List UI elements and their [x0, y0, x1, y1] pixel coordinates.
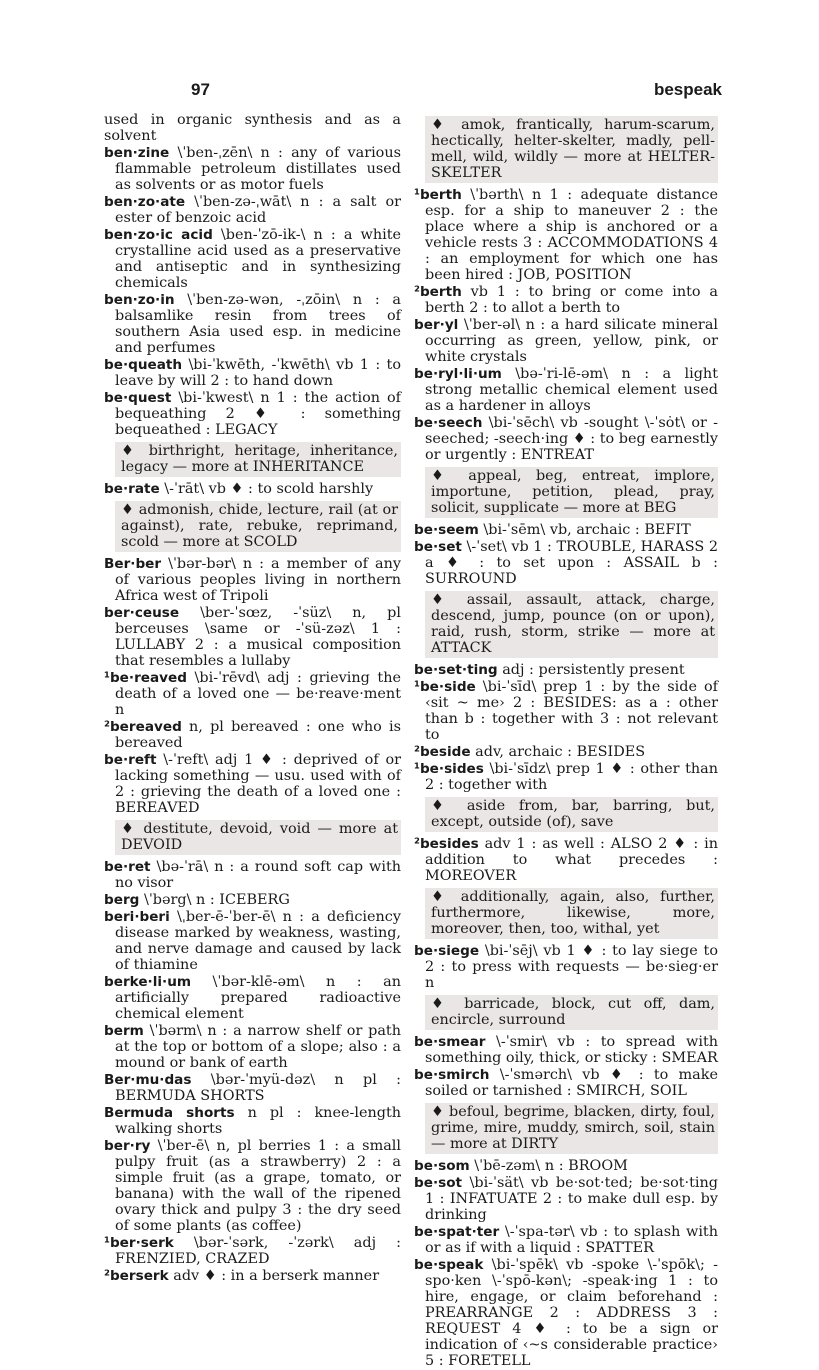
definition: n, pl bereaved : one who is bereaved — [115, 719, 401, 751]
dictionary-entry — [104, 752, 401, 816]
definition: \ˈbər-klē-əm\ n : an artificially prepared radioactive chemical element — [115, 974, 401, 1022]
headword: ¹be·sides — [414, 761, 484, 777]
headword: be·ret — [104, 859, 151, 875]
definition: n pl : knee-length walking shorts — [115, 1105, 401, 1137]
synonym-block: ♦ birthright, heritage, inheritance, legacy — more at INHERITANCE — [115, 442, 401, 477]
definition: \-ˈreft\ adj 1 ♦ : deprived of or lacking something — usu. used with of 2 : grieving the death of a loved one : BEREAVED — [115, 752, 401, 816]
dictionary-entry — [104, 481, 401, 497]
headword: ben·zo·ic acid — [104, 227, 213, 243]
dictionary-entry — [414, 366, 718, 414]
dictionary-entry — [104, 194, 401, 226]
headword: be·smear — [414, 1034, 486, 1050]
dictionary-entry — [104, 719, 401, 751]
headword: be·reft — [104, 752, 157, 768]
synonym-block: ♦ admonish, chide, lecture, rail (at or against), rate, rebuke, reprimand, scold — more at SCOLD — [115, 501, 401, 552]
definition: \ˈben-zə-ˌwāt\ n : a salt or ester of benzoic acid — [115, 194, 401, 226]
headword: berg — [104, 892, 140, 908]
dictionary-entry — [414, 539, 718, 587]
headword: ben·zo·ate — [104, 194, 186, 210]
headword: ber·ceuse — [104, 605, 180, 621]
headword: be·smirch — [414, 1067, 490, 1083]
headword: be·speak — [414, 1257, 484, 1273]
headword: ²berth — [414, 284, 462, 300]
definition: adj : persistently present — [497, 662, 685, 678]
dictionary-entry — [104, 1268, 401, 1284]
dictionary-entry — [414, 284, 718, 316]
headword: be·som — [414, 1158, 470, 1174]
headword: ²besides — [414, 836, 479, 852]
headword: ²bereaved — [104, 719, 182, 735]
dictionary-entry — [104, 1138, 401, 1234]
definition: \ˈbərg\ n : ICEBERG — [139, 892, 290, 908]
dictionary-entry — [104, 1023, 401, 1071]
definition: \-ˈsmir\ vb : to spread with something oily, thick, or sticky : SMEAR — [425, 1034, 718, 1066]
headword: be·sot — [414, 1175, 463, 1191]
synonym-block: ♦ assail, assault, attack, charge, descend, jump, pounce (on or upon), raid, rush, storm, strike — more at ATTACK — [425, 591, 718, 658]
definition: \bər-ˈmyü-dəz\ n pl : BERMUDA SHORTS — [115, 1072, 401, 1104]
definition: \bə-ˈrā\ n : a round soft cap with no visor — [115, 859, 401, 891]
dictionary-entry — [414, 415, 718, 463]
synonym-block: ♦ destitute, devoid, void — more at DEVOID — [115, 820, 401, 855]
headword: be·spat·ter — [414, 1224, 500, 1240]
definition: vb 1 : to bring or come into a berth 2 : to allot a berth to — [425, 284, 718, 316]
definition: \ˈbē-zəm\ n : BROOM — [469, 1158, 628, 1174]
definition: \bə-ˈri-lē-əm\ n : a light strong metallic chemical element used as a hardener in alloys — [425, 366, 718, 414]
definition: \bi-ˈkwēth, -ˈkwēth\ vb 1 : to leave by will 2 : to hand down — [115, 357, 401, 389]
dictionary-entry — [104, 357, 401, 389]
dictionary-entry — [414, 522, 718, 538]
headword: ¹be·side — [414, 679, 476, 695]
synonym-block: ♦ befoul, begrime, blacken, dirty, foul, grime, mire, muddy, smirch, soil, stain — more at DIRTY — [425, 1103, 718, 1154]
dictionary-entry — [104, 227, 401, 291]
synonym-block: ♦ amok, frantically, harum-scarum, hectically, helter-skelter, madly, pell-mell, wild, wildly — more at HELTER-SKELTER — [425, 116, 718, 183]
definition: \bi-ˈsīdz\ prep 1 ♦ : other than 2 : together with — [425, 761, 718, 793]
dictionary-entry — [104, 909, 401, 973]
definition: \-ˈrāt\ vb ♦ : to scold harshly — [159, 481, 374, 497]
dictionary-entry — [104, 1235, 401, 1267]
guide-word: bespeak — [653, 80, 722, 99]
headword: ¹be·reaved — [104, 670, 187, 686]
dictionary-entry — [104, 974, 401, 1022]
definition: \bi-ˈspēk\ vb -spoke \-ˈspōk\; -spo·ken \-ˈspō-kən\; -speak·ing 1 : to hire, engage, or claim beforehand : PREARRANGE 2 : ADDRESS 3 : REQUEST 4 ♦ : to be a sign or indication of ‹~s considerable practice› 5 : FORETELL — [425, 1257, 718, 1369]
headword: ben·zine — [104, 145, 170, 161]
definition: \-ˈspa-tər\ vb : to splash with or as if with a liquid : SPATTER — [425, 1224, 718, 1256]
dictionary-entry — [414, 1224, 718, 1256]
definition: \ˈbərm\ n : a narrow shelf or path at the top or bottom of a slope; also : a mound or bank of earth — [115, 1023, 401, 1071]
headword: be·set — [414, 539, 462, 555]
definition: \bi-ˈsēch\ vb -sought \-ˈsȯt\ or -seeched; -seech·ing ♦ : to beg earnestly or urgently : ENTREAT — [425, 415, 718, 463]
dictionary-entry — [414, 187, 718, 283]
definition: \-ˈset\ vb 1 : TROUBLE, HARASS 2 a ♦ : to set upon : ASSAIL b : SURROUND — [425, 539, 718, 587]
page-number: 97 — [191, 80, 210, 99]
headword: be·set·ting — [414, 662, 498, 678]
dictionary-entry — [104, 292, 401, 356]
headword: Ber·mu·das — [104, 1072, 192, 1088]
dictionary-entry — [414, 1067, 718, 1099]
definition: \ber-ˈsœz, -ˈsüz\ n, pl berceuses \same or -ˈsü-zəz\ 1 : LULLABY 2 : a musical composition that resembles a lullaby — [115, 605, 401, 669]
synonym-block: ♦ appeal, beg, entreat, implore, importune, petition, plead, pray, solicit, supplicate — more at BEG — [425, 467, 718, 518]
dictionary-entry — [414, 744, 718, 760]
definition: \-ˈsmərch\ vb ♦ : to make soiled or tarnished : SMIRCH, SOIL — [425, 1067, 718, 1099]
dictionary-entry — [104, 605, 401, 669]
synonym-block: ♦ aside from, bar, barring, but, except, outside (of), save — [425, 797, 718, 832]
dictionary-entry — [104, 390, 401, 438]
dictionary-entry — [104, 892, 401, 908]
synonym-block: ♦ barricade, block, cut off, dam, encircle, surround — [425, 995, 718, 1030]
definition: \ˈber-ē\ n, pl berries 1 : a small pulpy fruit (as a strawberry) 2 : a simple fruit (as a grape, tomato, or banana) with the wall of the ripened ovary thick and pulpy 3 : the dry seed of some plants (as coffee) — [115, 1138, 401, 1234]
definition: \bi-ˈsēm\ vb, archaic : BEFIT — [478, 522, 691, 538]
headword: berm — [104, 1023, 144, 1039]
headword: be·seem — [414, 522, 479, 538]
headword: be·siege — [414, 943, 480, 959]
dictionary-entry — [414, 1175, 718, 1223]
headword: be·quest — [104, 390, 172, 406]
definition: \bi-ˈsīd\ prep 1 : by the side of ‹sit ~ me› 2 : BESIDES: as a : other than b : together with 3 : not relevant to — [425, 679, 718, 743]
headword: ¹ber·serk — [104, 1235, 174, 1251]
synonym-block: ♦ additionally, again, also, further, furthermore, likewise, more, moreover, then, too, withal, yet — [425, 888, 718, 939]
dictionary-entry — [104, 112, 401, 144]
headword: be·seech — [414, 415, 483, 431]
dictionary-entry — [104, 1072, 401, 1104]
definition: \ˈber-əl\ n : a hard silicate mineral occurring as green, yellow, pink, or white crystals — [425, 317, 718, 365]
dictionary-entry — [414, 943, 718, 991]
definition: \ˌber-ē-ˈber-ē\ n : a deficiency disease marked by weakness, wasting, and nerve damage and caused by lack of thiamine — [115, 909, 401, 973]
definition: \ˈben-ˌzēn\ n : any of various flammable petroleum distillates used as solvents or as motor fuels — [115, 145, 401, 193]
dictionary-entry — [414, 662, 718, 678]
headword: ²beside — [414, 744, 471, 760]
dictionary-entry — [414, 1034, 718, 1066]
headword: be·queath — [104, 357, 183, 373]
headword: beri·beri — [104, 909, 170, 925]
dictionary-entry — [414, 1257, 718, 1369]
dictionary-entry — [104, 556, 401, 604]
dictionary-entry — [414, 836, 718, 884]
definition: \ben-ˈzō-ik-\ n : a white crystalline acid used as a preservative and antiseptic and in synthesizing chemicals — [115, 227, 401, 291]
dictionary-entry — [414, 761, 718, 793]
definition: adv ♦ : in a berserk manner — [168, 1268, 380, 1284]
headword: ben·zo·in — [104, 292, 175, 308]
dictionary-entry — [104, 145, 401, 193]
dictionary-entry — [414, 317, 718, 365]
headword: ²berserk — [104, 1268, 169, 1284]
definition: \bi-ˈkwest\ n 1 : the action of bequeathing 2 ♦ : something bequeathed : LEGACY — [115, 390, 401, 438]
dictionary-entry — [414, 1158, 718, 1174]
definition: \ˈbərth\ n 1 : adequate distance esp. for a ship to maneuver 2 : the place where a ship is anchored or a vehicle rests 3 : ACCOMMODATIONS 4 : an employment for which one has been hired : JOB, POSITION — [425, 187, 718, 283]
left-column — [104, 112, 401, 1285]
dictionary-entry — [414, 679, 718, 743]
headword: be·rate — [104, 481, 160, 497]
headword: Bermuda shorts — [104, 1105, 235, 1121]
definition: \bi-ˈsēj\ vb 1 ♦ : to lay siege to 2 : to press with requests — be·sieg·er n — [425, 943, 718, 991]
definition: used in organic synthesis and as a solvent — [104, 112, 401, 144]
definition: adv 1 : as well : ALSO 2 ♦ : in addition to what precedes : MOREOVER — [425, 836, 718, 884]
dictionary-entry — [104, 1105, 401, 1137]
headword: Ber·ber — [104, 556, 162, 572]
definition: adv, archaic : BESIDES — [470, 744, 646, 760]
headword: be·ryl·li·um — [414, 366, 502, 382]
headword: ¹berth — [414, 187, 462, 203]
right-column — [414, 112, 718, 1370]
dictionary-entry — [104, 859, 401, 891]
definition: \ˈbər-bər\ n : a member of any of various peoples living in northern Africa west of Tripoli — [115, 556, 401, 604]
headword: ber·ry — [104, 1138, 151, 1154]
definition: \bi-ˈsät\ vb be·sot·ted; be·sot·ting 1 : INFATUATE 2 : to make dull esp. by drinking — [425, 1175, 718, 1223]
dictionary-entry — [104, 670, 401, 718]
headword: berke·li·um — [104, 974, 192, 990]
headword: ber·yl — [414, 317, 459, 333]
definition: \ˈben-zə-wən, -ˌzōin\ n : a balsamlike resin from trees of southern Asia used esp. in medicine and perfumes — [115, 292, 401, 356]
definition: \bi-ˈrēvd\ adj : grieving the death of a loved one — be·reave·ment n — [115, 670, 401, 718]
definition: \bər-ˈsərk, -ˈzərk\ adj : FRENZIED, CRAZED — [115, 1235, 401, 1267]
